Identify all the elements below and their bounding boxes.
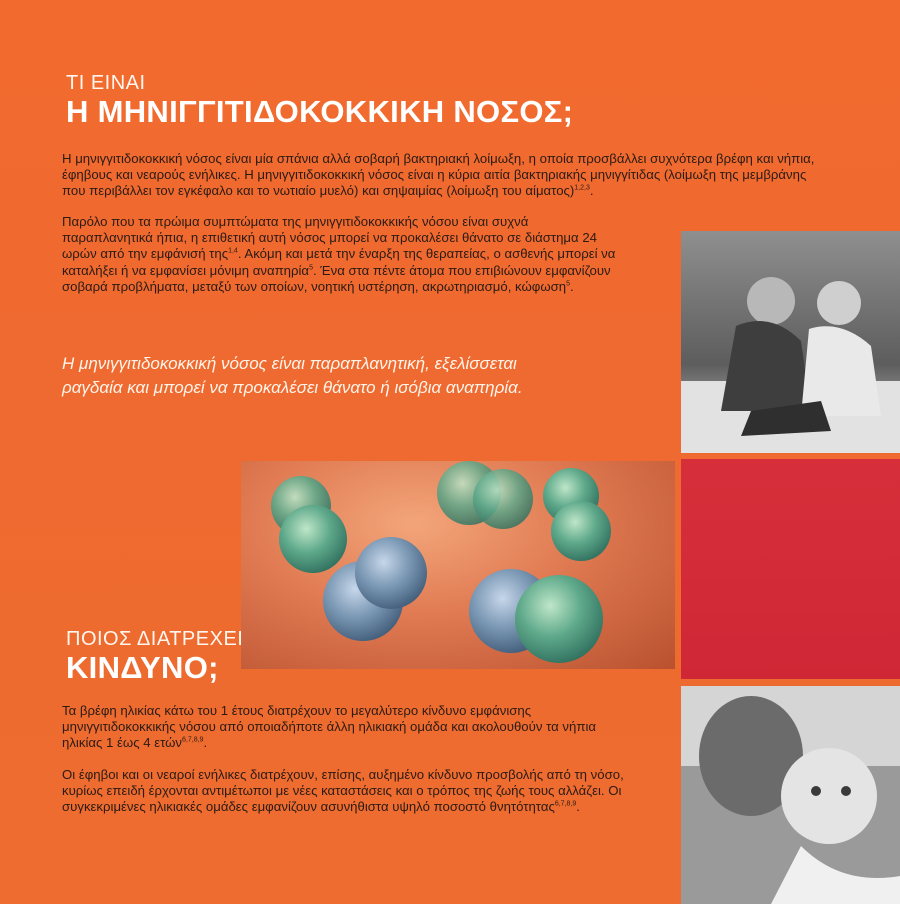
teens-text: Οι έφηβοι και οι νεαροί ενήλικες διατρέχουν, επίσης, αυξημένο κίνδυνο προσβολής από τη νόσο, κυρίως επειδή έρχονται αντιμέτωποι με νέες καταστάσεις και ο τρόπος της ζωής τους αλλάζει. Οι συγκεκριμένες ηλικιακές ομάδες εμφανίζουν ασυνήθιστα υψηλό ποσοστό θνητότητας	[62, 767, 624, 815]
symptoms-text-a: Παρόλο που τα πρώιμα συμπτώματα της μηνιγγιτιδοκοκκικής νόσου είναι συχνά παραπλανητικά ήπια, η επιθετική αυτή νόσος μπορεί να προκαλέσει θάνατο σε διάστημα 24 ωρών από την εμφάνισή της	[62, 214, 597, 262]
teens-refs: 6,7,8,9	[554, 801, 577, 809]
family-picnic-photo	[681, 231, 900, 453]
infants-paragraph: Τα βρέφη ηλικίας κάτω του 1 έτους διατρέχουν το μεγαλύτερο κίνδυνο εμφάνισης μηνιγγιτιδοκοκκικής νόσου από οποιαδήποτε άλλη ηλικιακή ομάδα και ακολουθούν τα νήπια ηλικίας 1 έως 4 ετών$^{6,7,8,9}$.	[62, 703, 597, 751]
decorative-red-block	[681, 459, 900, 679]
teens-paragraph: Οι έφηβοι και οι νεαροί ενήλικες διατρέχουν, επίσης, αυξημένο κίνδυνο προσβολής από τη νόσο, κυρίως επειδή έρχονται αντιμέτωποι με νέες καταστάσεις και ο τρόπος της ζωής τους αλλάζει. Οι συγκεκριμένες ηλικιακές ομάδες εμφανίζουν ασυνήθιστα υψηλό ποσοστό θνητότητας$^{6,7,8,9}$.	[62, 767, 624, 815]
symptoms-paragraph: Παρόλο που τα πρώιμα συμπτώματα της μηνιγγιτιδοκοκκικής νόσου είναι συχνά παραπλανητικά ήπια, η επιθετική αυτή νόσος μπορεί να προκαλέσει θάνατο σε διάστημα 24 ωρών από την εμφάνισή της$^{1,4}$. Ακόμη και μετά την έναρξη της θεραπείας, ο ασθενής μπορεί να καταλήξει ή να εμφανίσει μόνιμη αναπηρία$^5$. Ένα στα πέντε άτομα που επιβιώνουν εμφανίζουν σοβαρά προβλήματα, μεταξύ των οποίων, νοητική υστέρηση, ακρωτηριασμό, κώφωση$^5$.	[62, 214, 616, 294]
infants-refs: 6,7,8,9	[182, 737, 204, 745]
symptoms-text-c: . Ένα στα πέντε άτομα που επιβιώνουν εμφανίζουν σοβαρά προβλήματα, μεταξύ των οποίων, νοητική υστέρηση, ακρωτηριασμό, κώφωση	[62, 262, 611, 294]
symptoms-text-b: . Ακόμη και μετά την έναρξη της θεραπείας, ο ασθενής μπορεί να καταλήξει ή να εμφανίσει μόνιμη αναπηρία	[62, 246, 616, 278]
father-baby-photo	[681, 686, 900, 904]
section-kicker-who-at-risk: ΠΟΙΟΣ ΔΙΑΤΡΕΧΕΙ	[66, 628, 244, 650]
section-title-disease: Η ΜΗΝΙΓΓΙΤΙΔΟΚΟΚΚΙΚΗ ΝΟΣΟΣ;	[66, 94, 574, 129]
symptoms-refs-b: 5	[309, 264, 313, 272]
intro-text: Η μηνιγγιτιδοκοκκική νόσος είναι μία σπάνια αλλά σοβαρή βακτηριακή λοίμωξη, η οποία προσβάλλει συχνότερα βρέφη και νήπια, έφηβους και νεαρούς ενήλικες. Η μηνιγγιτιδοκοκκική νόσος είναι η κύρια αιτία βακτηριακής μηνιγγίτιδας (λοίμωξη της μεμβράνης που περιβάλλει τον εγκέφαλο και το νωτιαίο μυελό) και σηψαιμίας (λοίμωξη του αίματος)	[62, 151, 815, 199]
highlight-quote: Η μηνιγγιτιδοκοκκική νόσος είναι παραπλανητική, εξελίσσεται ραγδαία και μπορεί να προκαλέσει θάνατο ή ισόβια αναπηρία.	[62, 354, 523, 397]
symptoms-refs-a: 1,4	[228, 248, 238, 256]
bacteria-illustration	[241, 461, 675, 669]
meningococcus-bacteria-image	[241, 461, 675, 669]
intro-paragraph: Η μηνιγγιτιδοκοκκική νόσος είναι μία σπάνια αλλά σοβαρή βακτηριακή λοίμωξη, η οποία προσβάλλει συχνότερα βρέφη και νήπια, έφηβους και νεαρούς ενήλικες. Η μηνιγγιτιδοκοκκική νόσος είναι η κύρια αιτία βακτηριακής μηνιγγίτιδας (λοίμωξη της μεμβράνης που περιβάλλει τον εγκέφαλο και το νωτιαίο μυελό) και σηψαιμίας (λοίμωξη του αίματος)$^{1,2,3}$.	[62, 151, 815, 199]
father-baby-illustration	[681, 686, 900, 904]
section-title-risk: ΚΙΝΔΥΝΟ;	[66, 650, 219, 685]
intro-refs: 1,2,3	[574, 185, 590, 193]
symptoms-refs-c: 5	[566, 280, 570, 288]
infants-text: Τα βρέφη ηλικίας κάτω του 1 έτους διατρέχουν το μεγαλύτερο κίνδυνο εμφάνισης μηνιγγιτιδοκοκκικής νόσου από οποιαδήποτε άλλη ηλικιακή ομάδα και ακολουθούν τα νήπια ηλικίας 1 έως 4 ετών	[62, 703, 597, 751]
section-kicker-what-is: ΤΙ ΕΙΝΑΙ	[66, 72, 146, 94]
family-picnic-illustration	[681, 231, 900, 453]
